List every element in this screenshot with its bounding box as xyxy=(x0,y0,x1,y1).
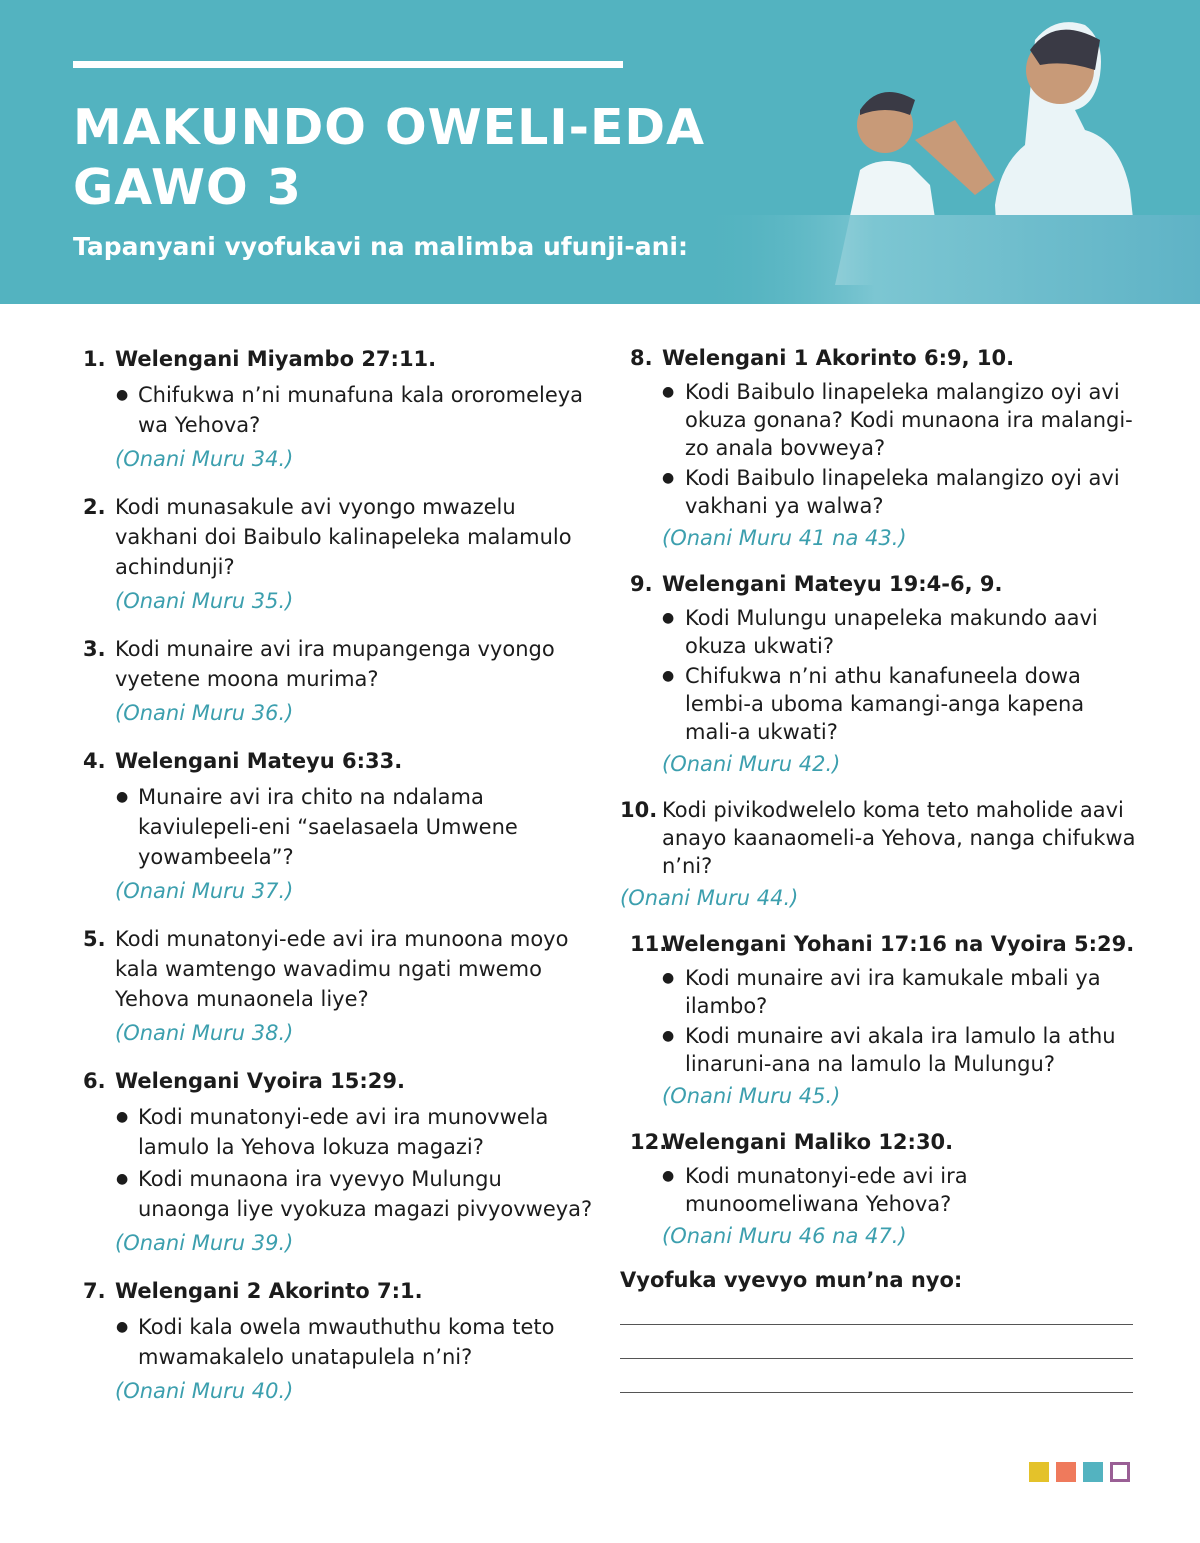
bullet-list xyxy=(83,1102,593,1224)
page-subtitle: Tapanyani vyofukavi na malimba ufunji-ani: xyxy=(73,232,688,261)
bullet-item xyxy=(620,378,1140,462)
bullet-item xyxy=(83,1102,593,1162)
bullet-list xyxy=(620,964,1140,1078)
orange-square-icon xyxy=(1056,1462,1076,1482)
bullet-icon: ● xyxy=(116,1171,129,1187)
bullet-text: Kodi munatonyi-ede avi ira munovwela lamulo la Yehova lokuza magazi? xyxy=(138,1105,549,1159)
bullet-item xyxy=(620,464,1140,520)
reference-link[interactable]: (Onani Muru 41 na 43.) xyxy=(662,526,907,550)
bullet-item xyxy=(83,1312,593,1372)
bullet-item xyxy=(620,662,1140,746)
bullet-text: Kodi kala owela mwauthuthu koma teto mwamakalelo unatapulela n’ni? xyxy=(138,1315,555,1369)
reference-link[interactable]: (Onani Muru 44.) xyxy=(620,886,799,910)
notes-line[interactable] xyxy=(620,1392,1133,1393)
question-text: Welengani Yohani 17:16 na Vyoira 5:29. xyxy=(662,932,1135,956)
question-text: Welengani Vyoira 15:29. xyxy=(115,1069,405,1093)
bullet-list xyxy=(83,782,593,872)
question-number: 10. xyxy=(620,798,658,822)
bullet-list xyxy=(83,1312,593,1372)
bullet-item xyxy=(83,1164,593,1224)
bullet-text: Kodi Baibulo linapeleka malangizo oyi avi okuza gonana? Kodi munaona ira malangi-zo anala bovweya? xyxy=(685,380,1133,460)
question-item xyxy=(83,746,593,906)
question-number: 12. xyxy=(630,1130,668,1154)
color-squares xyxy=(1029,1462,1130,1482)
bullet-text: Kodi Mulungu unapeleka makundo aavi okuza ukwati? xyxy=(685,606,1098,658)
bullet-list xyxy=(620,1162,1140,1218)
reference-link[interactable]: (Onani Muru 45.) xyxy=(662,1084,841,1108)
bullet-item xyxy=(83,380,593,440)
reference-link[interactable]: (Onani Muru 34.) xyxy=(115,447,294,471)
question-text: Welengani Maliko 12:30. xyxy=(662,1130,954,1154)
bullet-item xyxy=(620,604,1140,660)
question-number: 5. xyxy=(83,927,106,951)
reference-link[interactable]: (Onani Muru 40.) xyxy=(115,1379,294,1403)
reference-link[interactable]: (Onani Muru 39.) xyxy=(115,1231,294,1255)
question-number: 6. xyxy=(83,1069,106,1093)
left-column xyxy=(83,344,593,1424)
bullet-text: Kodi munaona ira vyevyo Mulungu unaonga liye vyokuza magazi pivyovweya? xyxy=(138,1167,593,1221)
bullet-icon: ● xyxy=(662,1168,675,1184)
bullet-text: Chifukwa n’ni athu kanafuneela dowa lembi-a uboma kamangi-anga kapena mali-a ukwati? xyxy=(685,664,1085,744)
question-number: 4. xyxy=(83,749,106,773)
bullet-icon: ● xyxy=(116,1109,129,1125)
question-number: 9. xyxy=(630,572,653,596)
yellow-square-icon xyxy=(1029,1462,1049,1482)
question-item xyxy=(83,924,593,1048)
question-text: Kodi pivikodwelelo koma teto maholide aavi anayo kaanaomeli-a Yehova, nanga chifukwa n’ni? xyxy=(662,798,1136,878)
page-title xyxy=(73,98,705,218)
bullet-icon: ● xyxy=(662,1028,675,1044)
question-item xyxy=(83,634,593,728)
question-text: Welengani Mateyu 19:4-6, 9. xyxy=(662,572,1003,596)
question-number: 8. xyxy=(630,346,653,370)
bullet-icon: ● xyxy=(116,387,129,403)
question-number: 11. xyxy=(630,932,668,956)
bullet-text: Kodi Baibulo linapeleka malangizo oyi avi vakhani ya walwa? xyxy=(685,466,1120,518)
header-banner xyxy=(0,0,1200,304)
reference-link[interactable]: (Onani Muru 37.) xyxy=(115,879,294,903)
reference-link[interactable]: (Onani Muru 38.) xyxy=(115,1021,294,1045)
question-item xyxy=(620,796,1140,912)
bullet-icon: ● xyxy=(116,1319,129,1335)
question-item xyxy=(620,344,1140,552)
title-line-2: GAWO 3 xyxy=(73,159,302,216)
bullet-item xyxy=(620,1022,1140,1078)
reference-link[interactable]: (Onani Muru 35.) xyxy=(115,589,294,613)
question-number: 3. xyxy=(83,637,106,661)
teal-square-icon xyxy=(1083,1462,1103,1482)
bullet-icon: ● xyxy=(116,789,129,805)
bullet-icon: ● xyxy=(662,470,675,486)
bullet-icon: ● xyxy=(662,668,675,684)
notes-line[interactable] xyxy=(620,1358,1133,1359)
question-item xyxy=(620,930,1140,1110)
question-number: 7. xyxy=(83,1279,106,1303)
question-text: Welengani Miyambo 27:11. xyxy=(115,347,437,371)
bullet-text: Chifukwa n’ni munafuna kala ororomeleya wa Yehova? xyxy=(138,383,584,437)
question-text: Welengani Mateyu 6:33. xyxy=(115,749,403,773)
bullet-text: Munaire avi ira chito na ndalama kaviulepeli-eni “saelasaela Umwene yowambeela”? xyxy=(138,785,518,869)
bullet-list xyxy=(620,604,1140,746)
purple-outline-square-icon xyxy=(1110,1462,1130,1482)
bullet-list xyxy=(83,380,593,440)
question-item xyxy=(83,492,593,616)
right-column xyxy=(620,344,1140,1393)
question-text: Welengani 2 Akorinto 7:1. xyxy=(115,1279,423,1303)
notes-label: Vyofuka vyevyo mun’na nyo: xyxy=(620,1268,963,1292)
question-item xyxy=(620,570,1140,778)
title-line-1: MAKUNDO OWELI-EDA xyxy=(73,99,706,156)
bullet-item xyxy=(620,964,1140,1020)
bullet-icon: ● xyxy=(662,610,675,626)
bullet-icon: ● xyxy=(662,970,675,986)
bullet-item xyxy=(83,782,593,872)
question-item xyxy=(83,344,593,474)
question-text: Kodi munasakule avi vyongo mwazelu vakhani doi Baibulo kalinapeleka malamulo achindunji? xyxy=(115,495,572,579)
header-rule xyxy=(73,61,623,68)
reference-link[interactable]: (Onani Muru 42.) xyxy=(662,752,841,776)
question-item xyxy=(620,1128,1140,1250)
bullet-item xyxy=(620,1162,1140,1218)
reference-link[interactable]: (Onani Muru 36.) xyxy=(115,701,294,725)
notes-line[interactable] xyxy=(620,1324,1133,1325)
question-item xyxy=(83,1066,593,1258)
baptism-illustration xyxy=(700,0,1200,304)
question-item xyxy=(83,1276,593,1406)
bullet-text: Kodi munaire avi ira kamukale mbali ya ilambo? xyxy=(685,966,1101,1018)
bullet-icon: ● xyxy=(662,384,675,400)
question-text: Kodi munaire avi ira mupangenga vyongo vyetene moona murima? xyxy=(115,637,555,691)
bullet-list xyxy=(620,378,1140,520)
question-number: 1. xyxy=(83,347,106,371)
bullet-text: Kodi munaire avi akala ira lamulo la athu linaruni-ana na lamulo la Mulungu? xyxy=(685,1024,1116,1076)
reference-link[interactable]: (Onani Muru 46 na 47.) xyxy=(662,1224,907,1248)
question-number: 2. xyxy=(83,495,106,519)
question-text: Kodi munatonyi-ede avi ira munoona moyo kala wamtengo wavadimu ngati mwemo Yehova munaonela liye? xyxy=(115,927,569,1011)
question-text: Welengani 1 Akorinto 6:9, 10. xyxy=(662,346,1015,370)
bullet-text: Kodi munatonyi-ede avi ira munoomeliwana Yehova? xyxy=(685,1164,968,1216)
